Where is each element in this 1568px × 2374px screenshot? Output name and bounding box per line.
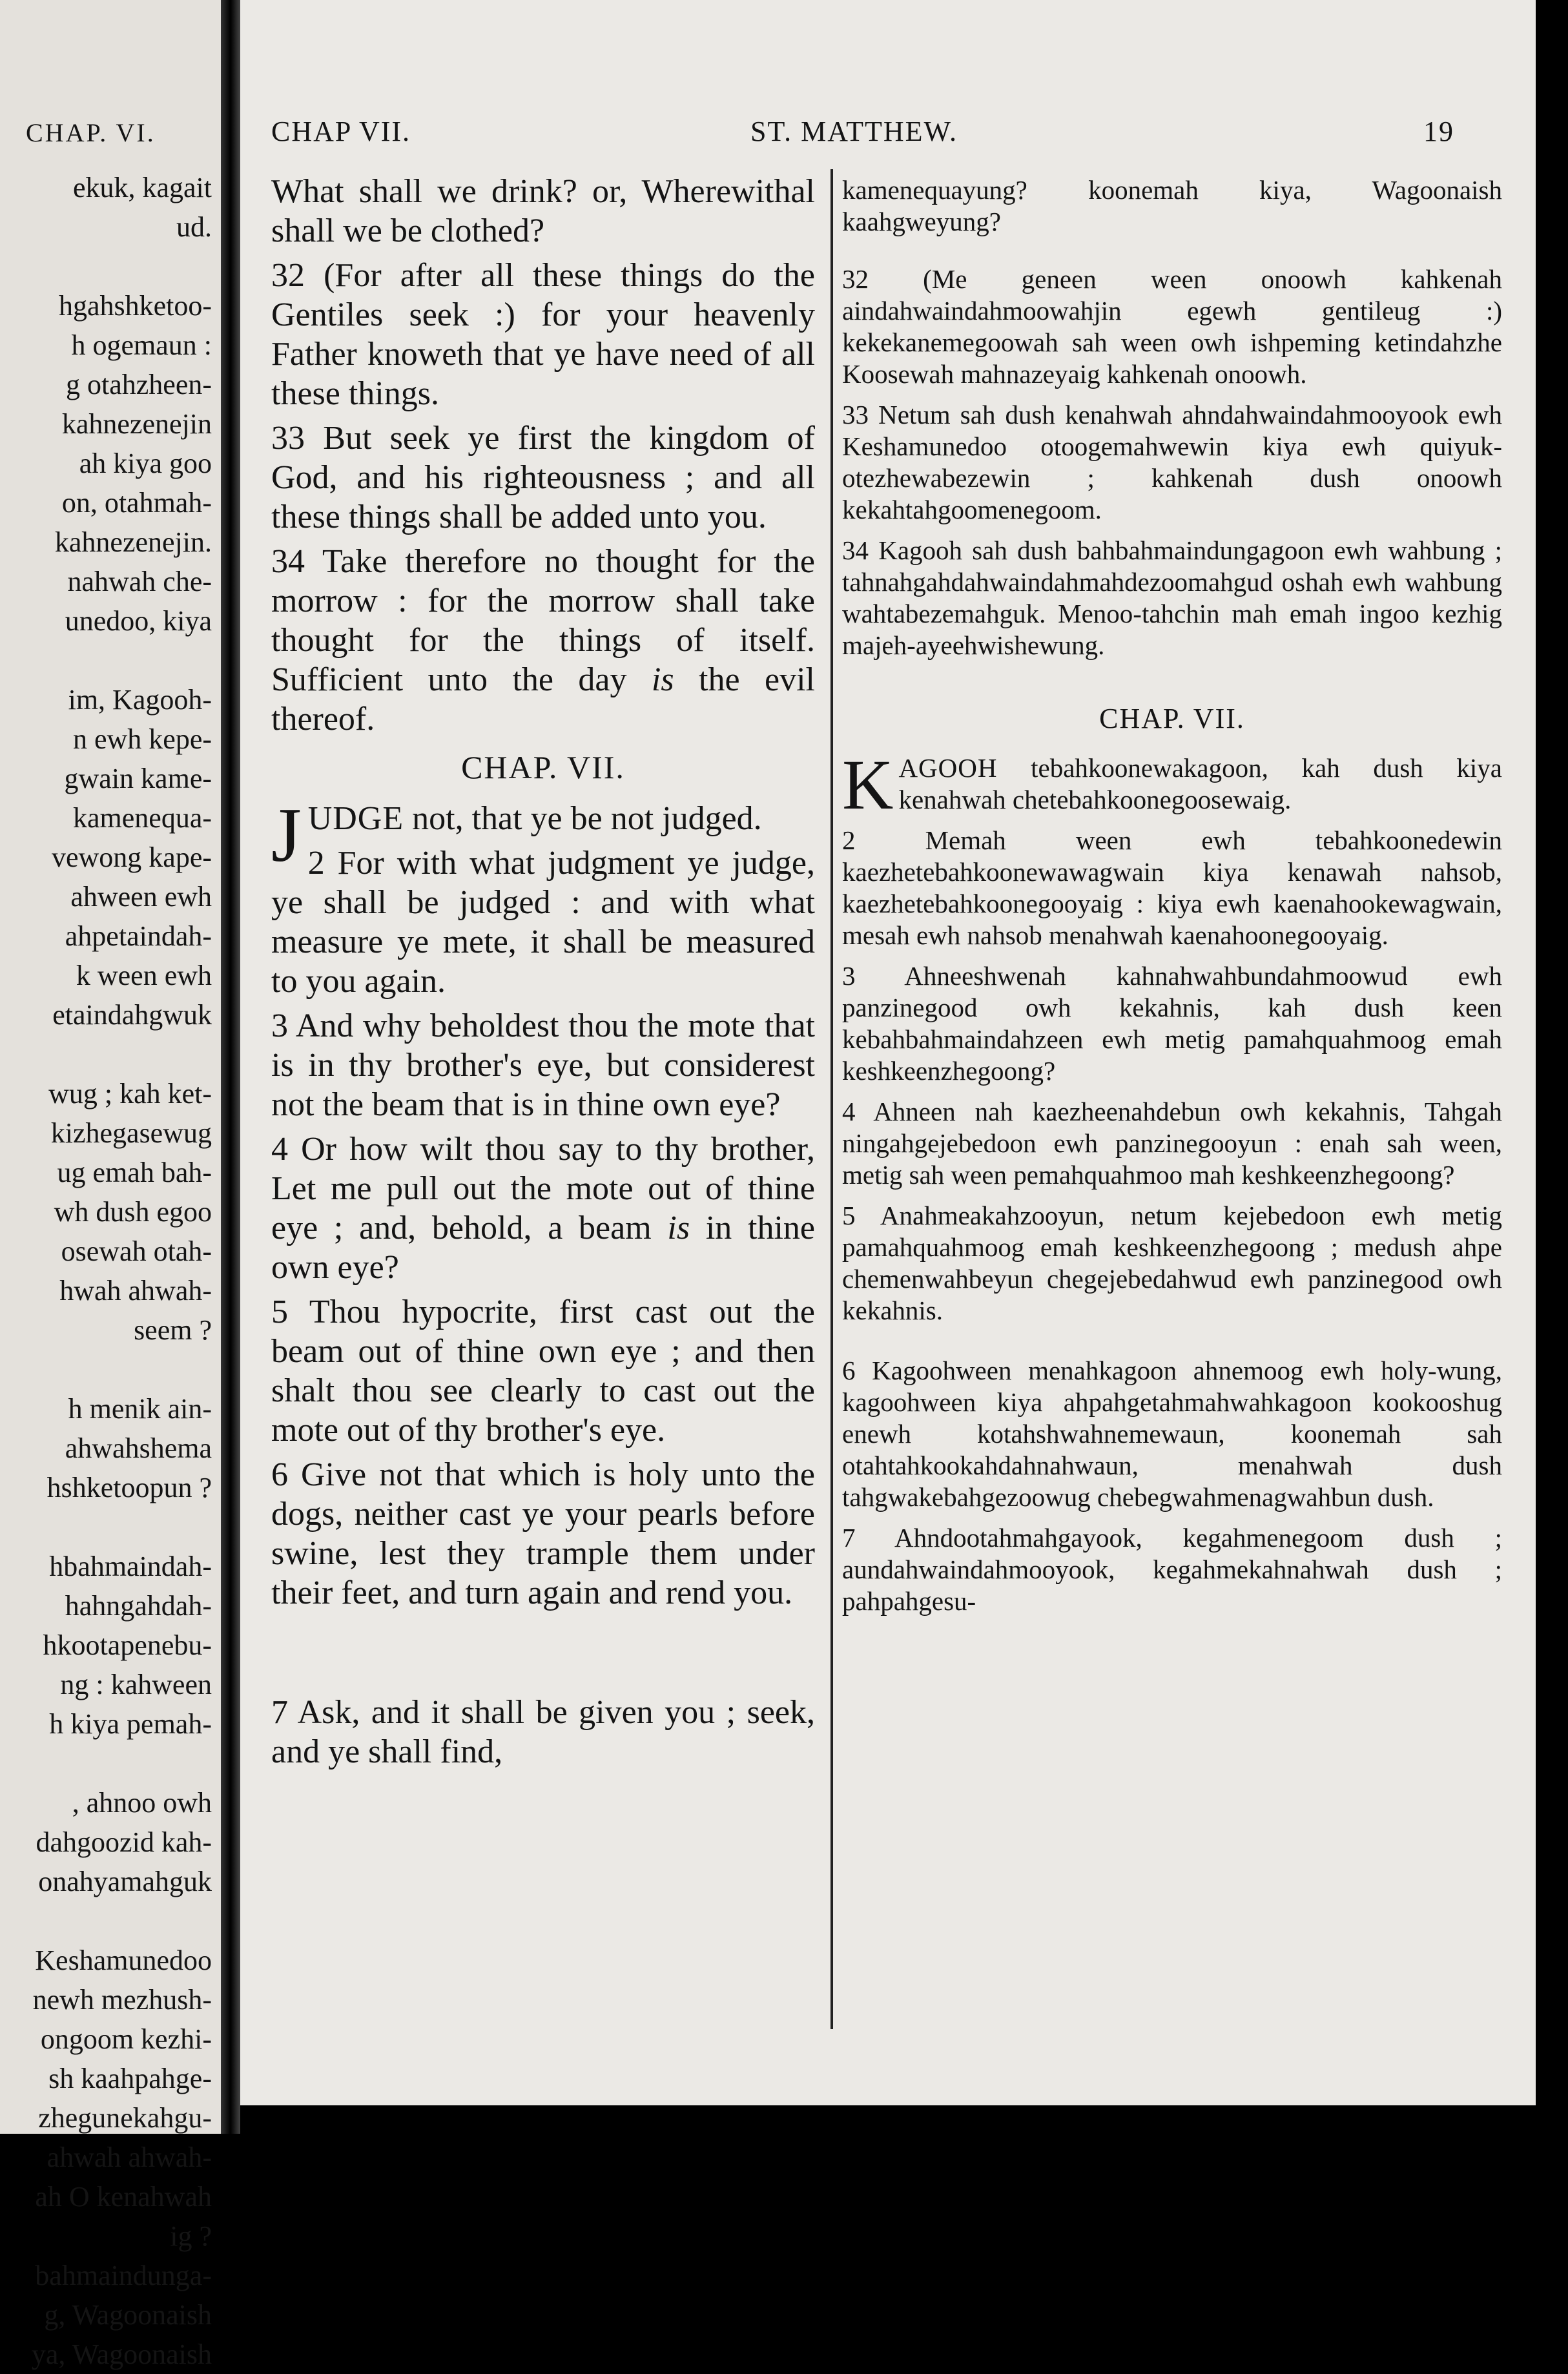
english-column xyxy=(271,172,815,1777)
header-book-title: ST. MATTHEW. xyxy=(750,116,958,147)
facing-page-line: ya, Wagoonaish xyxy=(31,2338,212,2370)
facing-page-line: ekuk, kagait xyxy=(72,172,212,203)
verse-7-4: 4 Or how wilt thou say to thy brother, Let me pull out the mote out of thine eye ; and, behold, a beam is in thine own eye? xyxy=(271,1131,815,1286)
verse-continuation: What shall we drink? or, Wherewithal shall we be clothed? xyxy=(271,173,815,249)
facing-page-line: h menik ain- xyxy=(68,1393,212,1425)
facing-page-line xyxy=(0,1035,212,1074)
ojibwe-verse-7-7: 7 Ahndootahmahgayook, kegahmenegoom dush ; aundahwaindahmooyook, kegahmekahnahwah dush ; pahpahgesu- xyxy=(842,1523,1502,1616)
facing-page-line: h kiya pemah- xyxy=(49,1708,212,1740)
facing-page-fragment xyxy=(0,0,221,2370)
verse-7-3: 3 And why beholdest thou the mote that is in thy brother's eye, but considerest not the beam that is in thine own eye? xyxy=(271,1007,815,1123)
facing-page-line: hwah ahwah- xyxy=(59,1275,212,1306)
facing-page-line: on, otahmah- xyxy=(61,487,212,519)
facing-page-line xyxy=(0,1350,212,1389)
facing-page-line: ig ? xyxy=(170,2220,212,2252)
scan-border xyxy=(1536,0,1568,2134)
ojibwe-verse-7-4: 4 Ahneen nah kaezheenahdebun owh kekahnis, Tahgah ningahgejebedoon ewh panzinegooyun : enah sah ween, metig sah ween pemahquahmoo mah keshkeenzhegoong? xyxy=(842,1097,1502,1190)
book-gutter xyxy=(221,0,240,2134)
facing-page-line: hbahmaindah- xyxy=(49,1551,212,1582)
facing-page-line: onahyamahguk xyxy=(38,1866,212,1897)
facing-page-line: ahpetaindah- xyxy=(65,920,212,952)
verse-7-5: 5 Thou hypocrite, first cast out the beam out of thine own eye ; and then shalt thou see clearly to cast out the mote out of thy brother's eye. xyxy=(271,1294,815,1449)
facing-page-line: etaindahgwuk xyxy=(52,999,212,1031)
facing-page-line: kamenequa- xyxy=(73,802,212,834)
facing-page-line: newh mezhush- xyxy=(32,1984,212,2016)
facing-page-line xyxy=(0,1507,212,1547)
facing-page-line xyxy=(0,641,212,680)
facing-page-line: Keshamunedoo xyxy=(35,1945,212,1976)
page-number: 19 xyxy=(1423,116,1454,147)
ojibwe-verse-7-5: 5 Anahmeakahzooyun, netum kejebedoon ewh metig pamahquahmoog emah keshkeenzhegoong ; medush ahpe chemenwahbeyun chegejebedahwud ewh panzinegood owh kekahnis. xyxy=(842,1201,1502,1325)
facing-page-line: n ewh kepe- xyxy=(72,723,212,755)
ojibwe-verse-7-1: KAGOOH tebahkoonewakagoon, kah dush kiya kenahwah chetebahkoonegoosewaig. xyxy=(842,745,1502,824)
facing-page-line: unedoo, kiya xyxy=(65,605,212,637)
facing-page-text xyxy=(0,168,212,2374)
facing-page-line: ng : kahween xyxy=(60,1669,212,1700)
facing-page-line: nahwah che- xyxy=(67,566,212,597)
verse-7-1: JUDGE not, that ye be not judged. xyxy=(271,792,762,878)
facing-page-line: wh dush egoo xyxy=(54,1196,212,1228)
facing-page-line xyxy=(0,1744,212,1783)
facing-page-line xyxy=(0,247,212,286)
facing-page-line: , ahnoo owh xyxy=(72,1787,212,1819)
ojibwe-chapter-heading: CHAP. VII. xyxy=(1099,703,1245,734)
ojibwe-column xyxy=(842,174,1502,1626)
facing-page-line: ongoom kezhi- xyxy=(40,2023,212,2055)
facing-page-line: h ogemaun : xyxy=(71,329,212,361)
facing-page-line: hahngahdah- xyxy=(65,1590,212,1622)
facing-page-line: dahgoozid kah- xyxy=(36,1826,212,1858)
facing-page-line: hshketoopun ? xyxy=(46,1472,212,1503)
facing-page-line: ah kiya goo xyxy=(79,448,212,479)
facing-page-line: kahnezenejin. xyxy=(54,526,212,558)
facing-page-line: hkootapenebu- xyxy=(43,1629,212,1661)
facing-page-line xyxy=(0,1901,212,1941)
column-divider xyxy=(830,169,833,2029)
facing-page-line: osewah otah- xyxy=(61,1235,212,1267)
facing-page-line: ud. xyxy=(176,211,212,243)
facing-page-line: sh kaahpahge- xyxy=(48,2063,212,2094)
facing-page-line: zhegunekahgu- xyxy=(38,2102,212,2134)
facing-page-line: ug emah bah- xyxy=(57,1157,212,1188)
drop-cap: J xyxy=(271,792,302,878)
ojibwe-verse-6-34: 34 Kagooh sah dush bahbahmaindungagoon ewh wahbung ; tahnahgahdahwaindahmahdezoomahgud oshah ewh wahbung wahtabezemahguk. Menoo-tahchin mah emah ingoo kezhig majeh-ayeehwishewung. xyxy=(842,535,1502,660)
verse-7-6: 6 Give not that which is holy unto the dogs, neither cast ye your pearls before swine, lest they trample them under their feet, and turn again and rend you. xyxy=(271,1456,815,1611)
facing-page-line: gwain kame- xyxy=(64,763,212,794)
facing-page-line: kizhegasewug xyxy=(50,1117,212,1149)
ojibwe-verse-6-33: 33 Netum sah dush kenahwah ahndahwaindahmooyook ewh Keshamunedoo otoogemahwewin kiya ewh quiyuk-otezhewabezewin ; kahkenah dush onoowh kekahtahgoomenegoom. xyxy=(842,400,1502,524)
facing-page-line: ah O kenahwah xyxy=(35,2181,212,2213)
ojibwe-verse-7-2: 2 Memah ween ewh tebahkoonedewin kaezhetebahkoonewawagwain kiya kenawah nahsob, kaezhetebahkoonegooyaig : kiya ewh kaenahookewagwain, mesah ewh nahsob menahwah kaenahoonegooyaig. xyxy=(842,825,1502,950)
facing-page-line: wug ; kah ket- xyxy=(48,1078,212,1110)
facing-page-line: hgahshketoo- xyxy=(58,290,212,322)
facing-page-line: seem ? xyxy=(134,1314,212,1346)
facing-page-line: g, Wagoonaish xyxy=(44,2299,212,2331)
verse-7-7: 7 Ask, and it shall be given you ; seek, and ye shall find, xyxy=(271,1694,815,1770)
facing-page-line: g otahzheen- xyxy=(66,369,212,400)
ojibwe-verse-continuation: kamenequayung? koonemah kiya, Wagoonaish kaahgweyung? xyxy=(842,175,1502,236)
facing-page-line: vewong kape- xyxy=(51,841,212,873)
verse-6-34: 34 Take therefore no thought for the morrow : for the morrow shall take thought for the things of itself. Sufficient unto the day is the evil thereof. xyxy=(271,543,815,738)
page-19 xyxy=(240,0,1536,2105)
ojibwe-verse-7-3: 3 Ahneeshwenah kahnahwahbundahmoowud ewh panzinegood owh kekahnis, kah dush keen kebahbahmaindahzeen ewh metig pamahquahmoog emah keshkeenzhegoong? xyxy=(842,961,1502,1086)
ojibwe-verse-6-32: 32 (Me geneen ween onoowh kahkenah aindahwaindahmoowahjin egewh gentileug :) kekekanemegoowah sah ween owh ishpeming ketindahzhe Koosewah mahnazeyaig kahkenah onoowh. xyxy=(842,264,1502,389)
drop-cap: K xyxy=(842,745,894,824)
verse-6-32: 32 (For after all these things do the Gentiles seek :) for your heavenly Father knoweth that ye have need of all these things. xyxy=(271,257,815,412)
running-header xyxy=(240,115,1536,154)
facing-page-line: ahwah ahwah- xyxy=(46,2142,212,2173)
header-chapter: CHAP VII. xyxy=(271,116,411,147)
ojibwe-verse-7-6: 6 Kagoohween menahkagoon ahnemoog ewh holy-wung, kagoohween kiya ahpahgetahmahwahkagoon kookooshug enewh kotahshwahnemewaun, koonemah sah otahtahkookahdahnahwaun, menahwah dush tahgwakebahgezoowug chebegwahmenagwahbun dush. xyxy=(842,1356,1502,1512)
chapter-heading: CHAP. VII. xyxy=(461,749,625,785)
facing-page-line: im, Kagooh- xyxy=(68,684,212,716)
verse-7-2: 2 For with what judgment ye judge, ye shall be judged : and with what measure ye mete, it shall be measured to you again. xyxy=(271,845,815,1000)
facing-page-line: bahmaindunga- xyxy=(35,2260,212,2291)
facing-page-line: kahnezenejin xyxy=(61,408,212,440)
facing-page-line: k ween ewh xyxy=(76,960,212,991)
verse-6-33: 33 But seek ye first the kingdom of God, and his righteousness ; and all these things shall be added unto you. xyxy=(271,420,815,535)
facing-page-header: CHAP. VI. xyxy=(26,118,156,147)
facing-page-line: ahwahshema xyxy=(65,1432,212,1464)
facing-page-line: ahween ewh xyxy=(70,881,212,913)
